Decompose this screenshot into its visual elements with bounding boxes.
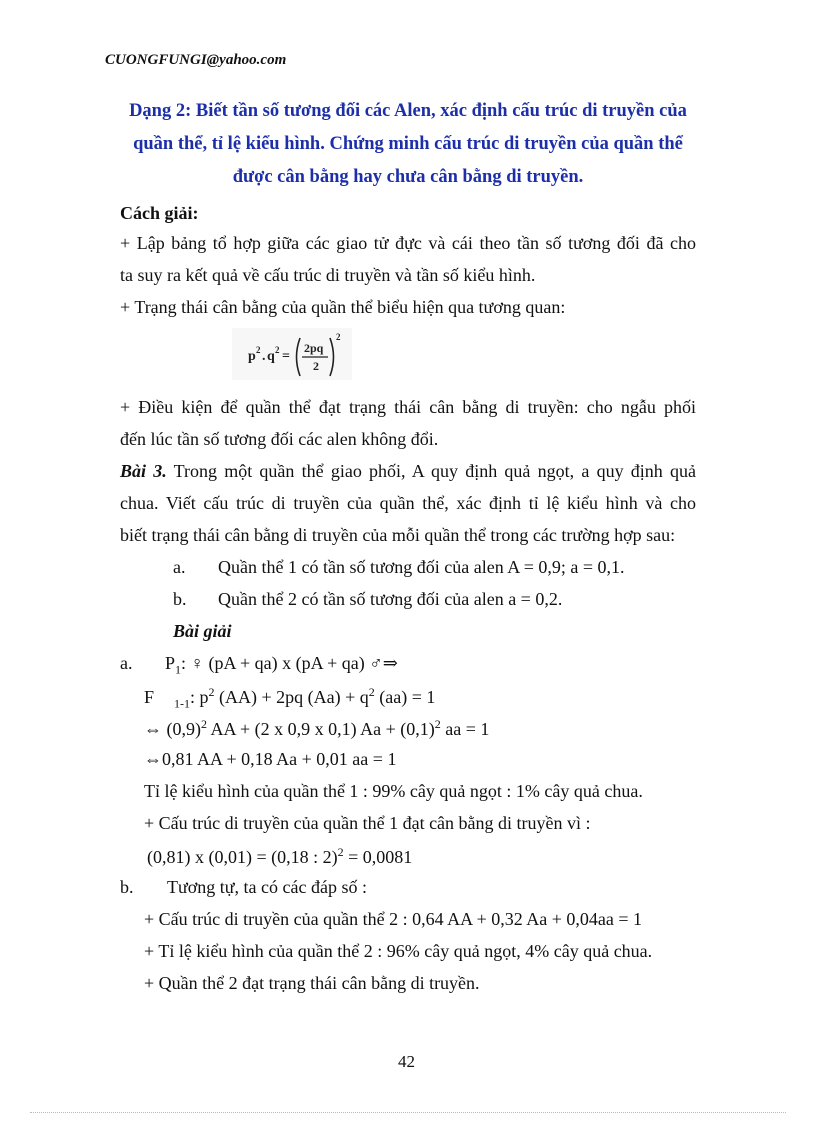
solution-substitution-line: ⇔ $(0,9)^2$ AA + (2 x 0,9 x 0,1) $Aa + (0,1)^2$ aa = 1 [144, 717, 490, 739]
formula-p-exponent: 2 [256, 345, 261, 355]
page-bottom-divider [30, 1112, 786, 1113]
exercise-text-1: Trong một quần thể giao phối, A quy định quả ngọt, a quy định quả [166, 461, 696, 481]
exercise-line-3: biết trạng thái cân bằng di truyền của mỗi quần thể trong các trường hợp sau: [120, 525, 676, 545]
solution-b-structure: + Cấu trúc di truyền của quần thể 2 : 0,64 AA + 0,32 Aa + 0,04aa = 1 [144, 909, 643, 929]
exercise-line-1 [120, 461, 696, 482]
formula-numerator: 2pq [304, 341, 324, 355]
formula-p: p [248, 349, 256, 364]
solution-phenotype-line: Tỉ lệ kiểu hình của quần thể 1 : 99% cây quả ngọt : 1% cây quả chua. [144, 781, 643, 801]
method-paragraph-2: + Trạng thái cân bằng của quần thể biểu hiện qua tương quan: [120, 297, 566, 317]
section-title-line-3: được cân bằng hay chưa cân bằng di truyền. [232, 167, 584, 187]
page-number: 42 [398, 1052, 415, 1071]
section-title-line-1: Dạng 2: Biết tần số tương đối các Alen, xác định cấu trúc di truyền của [129, 101, 687, 121]
method-paragraph-1-line-1: + Lập bảng tổ hợp giữa các giao tử đực và cái theo tần số tương đối đã cho [120, 233, 696, 253]
author-email: CUONGFUNGI@yahoo.com [105, 52, 287, 68]
method-paragraph-3-line-1: + Điều kiện để quần thể đạt trạng thái cân bằng di truyền: cho ngẫu phối [120, 397, 696, 417]
solution-result-line: ⇔0,81 AA + 0,18 Aa + 0,01 aa = 1 [144, 749, 397, 769]
method-paragraph-3-line-2: đến lúc tần số tương đối các alen không đổi. [120, 429, 439, 449]
solution-parents-line: $P_1$: ♀ (pA + qa) x (pA + qa) ♂⇒ [165, 653, 398, 677]
solution-b-equilibrium: + Quần thể 2 đạt trạng thái cân bằng di truyền. [144, 973, 480, 993]
exercise-item-a: Quần thể 1 có tần số tương đối của alen A = 0,9; a = 0,1. [218, 557, 625, 577]
formula-left-paren [297, 338, 301, 376]
formula-q-exponent: 2 [275, 345, 280, 355]
exercise-line-2: chua. Viết cấu trúc di truyền của quần thể, xác định tỉ lệ kiểu hình và cho [120, 493, 696, 513]
exercise-label: Bài 3. [120, 461, 167, 481]
solution-a-marker: a. [120, 653, 133, 673]
formula-equals: = [282, 349, 290, 364]
exercise-item-b: Quần thể 2 có tần số tương đối của alen a = 0,2. [218, 589, 563, 609]
solution-equilibrium-line: + Cấu trúc di truyền của quần thể 1 đạt cân bằng di truyền vì : [144, 813, 591, 833]
formula-outer-exponent: 2 [336, 332, 341, 342]
exercise-item-a-marker: a. [173, 557, 186, 577]
section-title-line-2: quần thể, tỉ lệ kiểu hình. Chứng minh cấu trúc di truyền của quần thể [133, 134, 683, 154]
formula-q: q [267, 349, 275, 364]
solution-proof-line: (0,81) x (0,01) = (0,18 : 2)$^2$ = 0,0081 [147, 845, 413, 867]
hardy-weinberg-formula [232, 328, 352, 380]
solution-f1-line: F $_{1-1}$: $p^2$ (AA) + 2pq $(Aa) + q^2$ (aa) = 1 [144, 685, 436, 711]
method-paragraph-1-line-2: ta suy ra kết quả về cấu trúc di truyền và tần số kiểu hình. [120, 265, 536, 285]
exercise-item-b-marker: b. [173, 589, 187, 609]
formula-right-paren [330, 338, 334, 376]
method-heading: Cách giải: [120, 203, 199, 223]
formula-denominator: 2 [313, 359, 319, 373]
solution-b-marker: b. [120, 877, 134, 897]
formula-dot: . [262, 349, 266, 364]
solution-b-intro: Tương tự, ta có các đáp số : [167, 877, 367, 897]
solution-b-phenotype: + Tỉ lệ kiểu hình của quần thể 2 : 96% cây quả ngọt, 4% cây quả chua. [144, 941, 653, 961]
solution-heading: Bài giải [173, 621, 232, 641]
